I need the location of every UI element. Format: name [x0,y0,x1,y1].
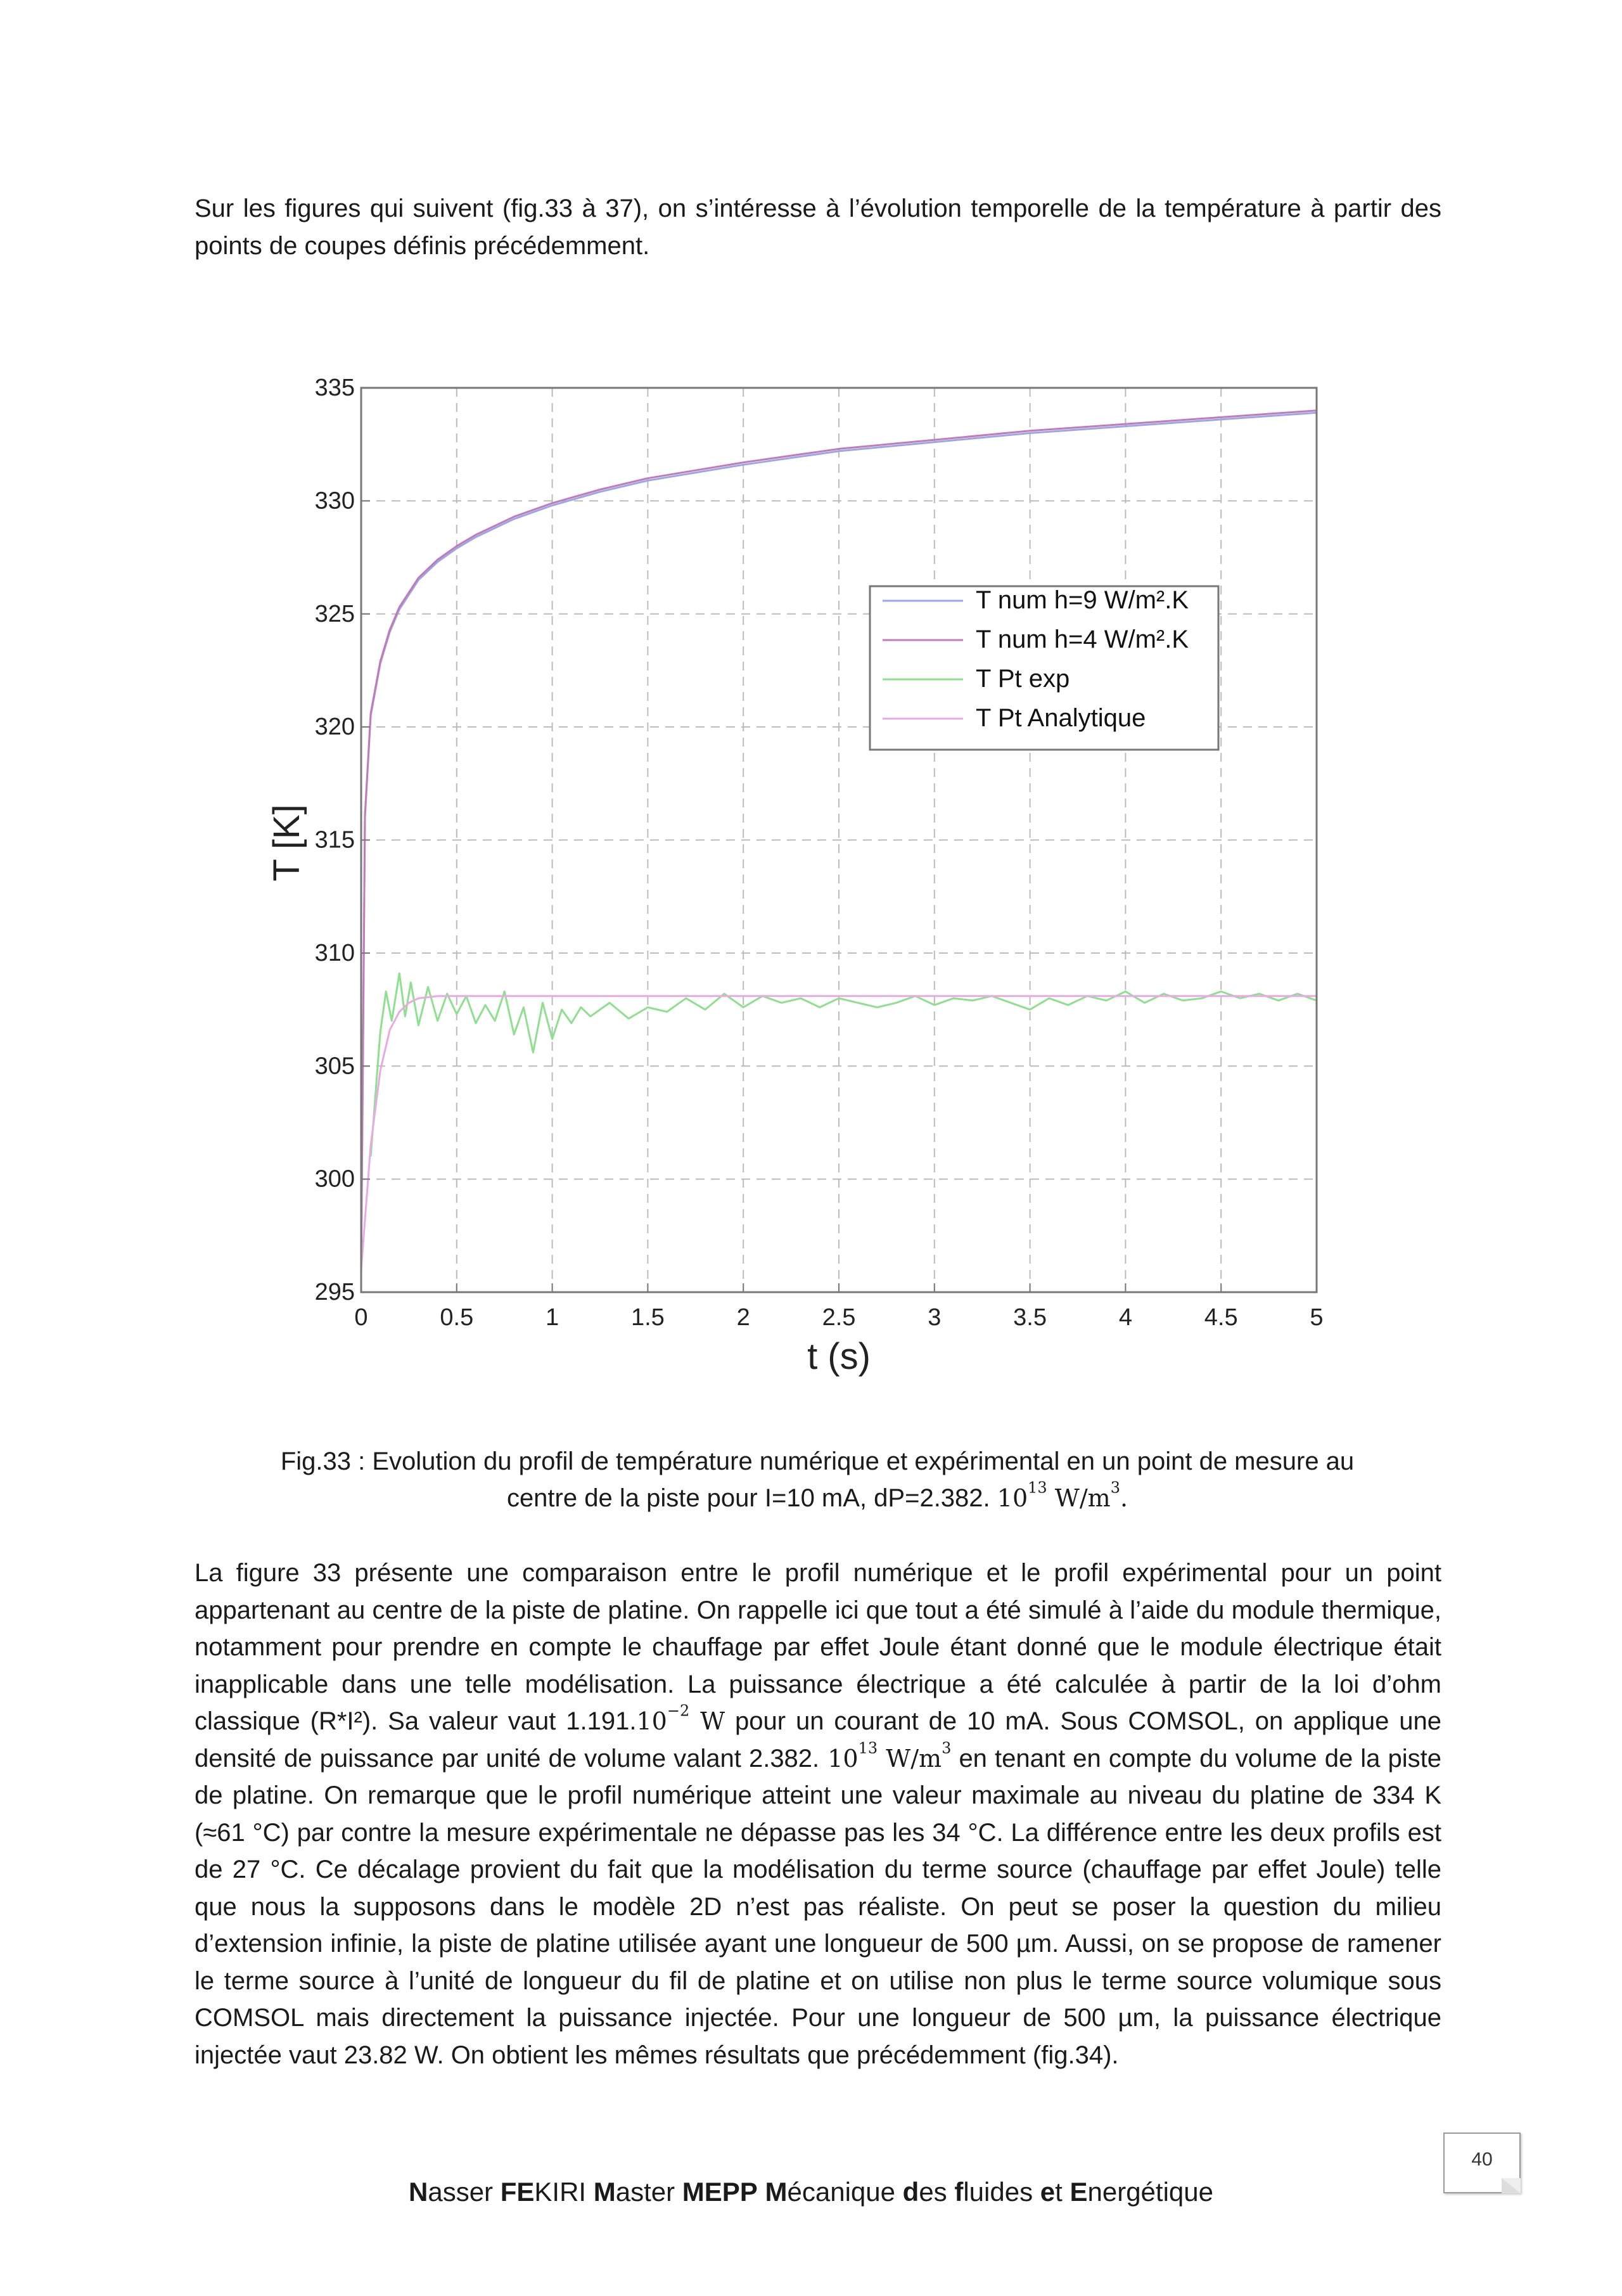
legend-label-3: T Pt exp [976,665,1070,693]
x-tick-label: 4.5 [1204,1304,1238,1331]
y-axis-label: T [K] [266,804,307,882]
y-tick-label: 330 [314,487,355,515]
footer [0,2177,1622,2207]
x-tick-label: 1 [546,1304,559,1331]
x-tick-label: 0 [354,1304,368,1331]
legend-label-2: T num h=4 W/m².K [976,625,1189,653]
x-tick-label: 1.5 [630,1304,665,1331]
footer-word: MEPP [682,2177,758,2207]
x-tick-label: 0.5 [440,1304,474,1331]
caption-math: $10^{13}$ $W/m^3$. [997,1478,1128,1512]
x-tick-label: 2.5 [822,1304,856,1331]
legend-label-1: T num h=9 W/m².K [976,586,1189,614]
y-tick-label: 335 [314,375,355,401]
caption-text: centre de la piste pour I=10 mA, dP=2.382. [506,1484,990,1512]
x-tick-label: 3 [928,1304,942,1331]
figure-caption [209,1443,1426,1517]
y-tick-label: 305 [314,1053,355,1080]
math-density: $10^{13}$ $W/m^3$ [819,1738,952,1773]
footer-word: Master [593,2177,675,2207]
y-tick-label: 300 [314,1165,355,1193]
y-tick-label: 325 [314,600,355,627]
footer-word: Mécanique [765,2177,895,2207]
footer-word: des [902,2177,947,2207]
footer-word: Energétique [1070,2177,1213,2207]
y-tick-label: 315 [314,826,355,854]
legend-label-4: T Pt Analytique [976,704,1146,732]
y-tick-label: 295 [314,1279,355,1305]
chart-ticks [315,375,1324,1331]
footer-word: FEKIRI [500,2177,587,2207]
footer-word: Nasser [409,2177,494,2207]
chart-legend [870,586,1218,750]
footer-word: fluides [954,2177,1033,2207]
intro-paragraph: Sur les figures qui suivent (fig.33 à 37), on s’intéresse à l’évolution temporelle de la température à partir des points de coupes définis précédemment. [195,195,1441,260]
caption-line-2 [209,1480,1426,1517]
series-line-3 [371,973,1317,1157]
footer-word: et [1040,2177,1063,2207]
y-tick-label: 320 [314,714,355,741]
body-paragraph: La figure 33 présente une comparaison entre le profil numérique et le profil expérimental pour un point appartenant au centre de la piste de platine. On rappelle ici que tout a été simulé à l’aide du module thermique, notamment pour prendre en compte le chauffage par effet Joule étant donné que le module électrique était inapplicable dans une telle modélisation. La puissance électrique a été calculée à partir de la loi d’ohm classique (R*I²). Sa valeur vaut $1.191.10^{-2}$ W pour un courant de 10 mA. Sous COMSOL, on applique une densité de puissance par unité de volume valant 2.382. $10^{13}$ $W/m^3$ en tenant en compte du volume de la piste de platine. On remarque que le profil numérique atteint une valeur maximale au niveau du platine de 334 K (≈61 °C) par contre la mesure expérimentale ne dépasse pas les 34 °C. La différence entre les deux profils est de 27 °C. Ce décalage provient du fait que la modélisation du terme source (chauffage par effet Joule) telle que nous la supposons dans le modèle 2D n’est pas réaliste. On peut se poser la question du milieu d’extension infinie, la piste de platine utilisée ayant une longueur de 500 µm. Aussi, on se propose de ramener le terme source à l’unité de longueur du fil de platine et on utilise non plus le terme source volumique sous COMSOL mais directement la puissance injectée. Pour une longueur de 500 µm, la puissance électrique injectée vaut 23.82 W. On obtient les mêmes résultats que précédemment (fig.34). [195,1559,1441,2069]
x-axis-label: t (s) [807,1336,871,1377]
x-tick-label: 4 [1118,1304,1132,1331]
y-tick-label: 310 [314,939,355,966]
caption-line-1: Fig.33 : Evolution du profil de température numérique et expérimental en un point de mesure au [280,1447,1355,1475]
x-tick-label: 5 [1310,1304,1324,1331]
page-number: 40 [1471,2149,1493,2170]
x-tick-label: 3.5 [1013,1304,1047,1331]
math-power: $10^{-2}$ W [636,1702,725,1735]
x-tick-label: 2 [736,1304,750,1331]
